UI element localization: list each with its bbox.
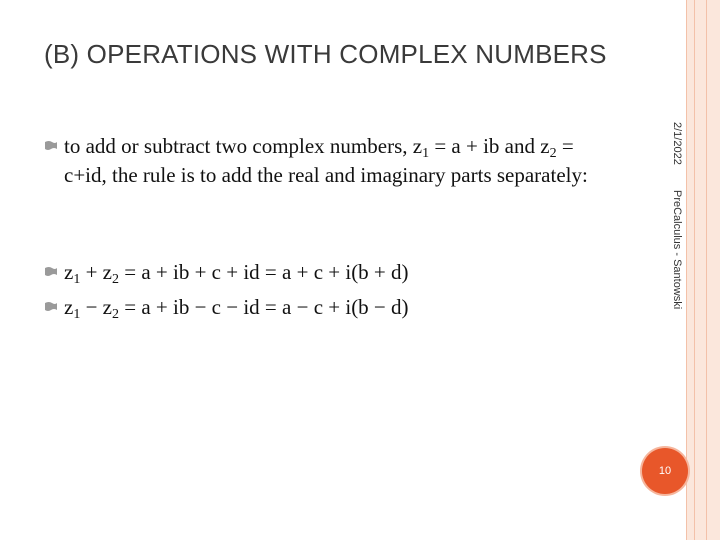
flag-bullet-icon	[44, 301, 58, 313]
flag-bullet-icon	[44, 140, 58, 152]
rail-divider	[706, 0, 707, 540]
bullet-text: to add or subtract two complex numbers, $z_1 = a$ + ib and $z_2 = c+id$, the rule is to add the real and imaginary parts separately:	[64, 134, 588, 187]
bullet-item	[44, 293, 614, 322]
page-number-badge	[642, 448, 688, 494]
page-number: 10	[658, 465, 672, 477]
slide-title: (B) OPERATIONS WITH COMPLEX NUMBERS	[44, 39, 607, 69]
flag-bullet-icon	[44, 266, 58, 278]
bullet-text: $z_1 - z_2 = a$ + ib − c − id = a − c + i(b − d)	[64, 295, 409, 322]
slide-footer-author: PreCalculus - Santowski	[671, 190, 683, 310]
bullet-item	[44, 132, 614, 190]
rail-divider	[686, 0, 687, 540]
bullet-item	[44, 258, 614, 287]
bullet-text: $z_1 + z_2 = a$ + ib + c + id = a + c + i(b + d)	[64, 260, 409, 287]
slide-date: 2/1/2022	[671, 122, 683, 165]
side-rail	[686, 0, 720, 540]
rail-divider	[694, 0, 695, 540]
